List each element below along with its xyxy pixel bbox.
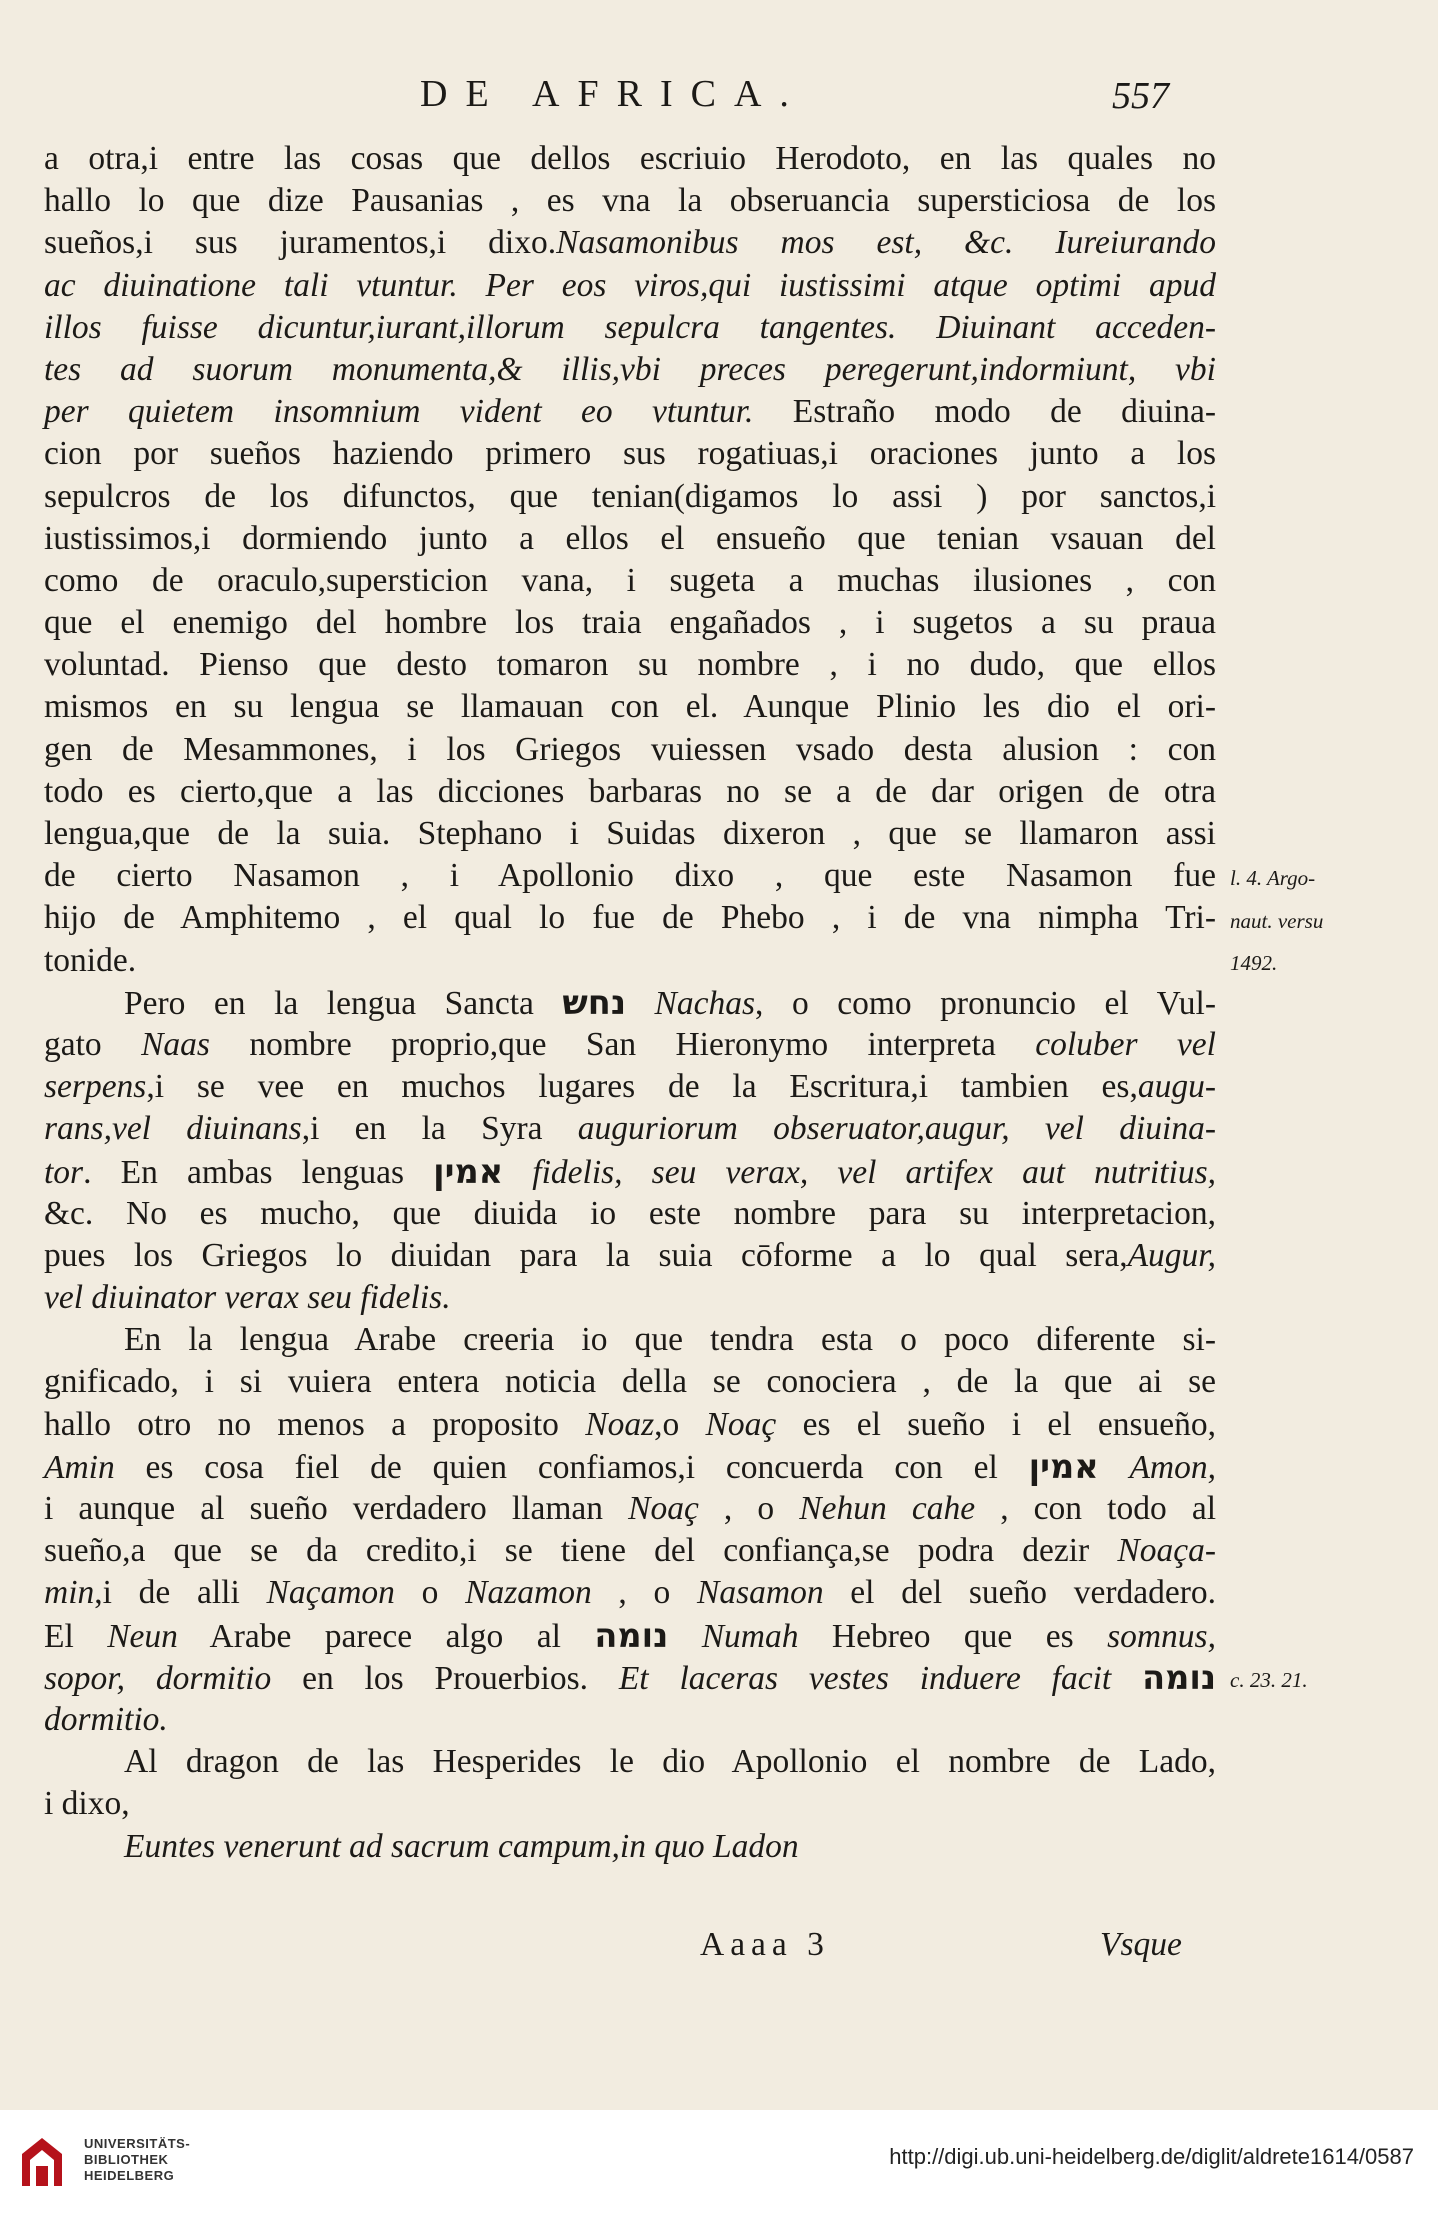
italic-text: coluber vel <box>1035 1025 1216 1063</box>
italic-text: illos fuisse dicuntur,iurant,illorum sepulcra tangentes. Diuinant acceden- <box>44 308 1216 346</box>
text-line <box>44 1446 1216 1488</box>
roman-text: Al dragon de las Hesperides le dio Apollonio el nombre de Lado, <box>124 1743 1216 1781</box>
text-line <box>44 1361 1216 1403</box>
italic-text: Nachas <box>654 984 756 1022</box>
margin-note: l. 4. Argo- <box>1230 866 1316 891</box>
text-line <box>44 982 1216 1024</box>
roman-text <box>668 1618 701 1655</box>
roman-text: a otra,i entre las cosas que dellos escriuio Herodoto, en las quales no <box>44 140 1216 177</box>
italic-text: Noaç <box>628 1490 699 1527</box>
signature-mark: Aaaa 3 <box>700 1926 830 1963</box>
text-line <box>44 940 1216 982</box>
italic-text: Amin <box>44 1448 115 1486</box>
roman-text: ,i se vee en muchos lugares de la Escritura,i tambien es, <box>146 1068 1138 1106</box>
text-line <box>44 1530 1216 1572</box>
text-line <box>44 686 1216 728</box>
roman-text: &c. No es mucho, que diuida io este nombre para su interpretacion, <box>44 1194 1216 1232</box>
roman-text: tonide. <box>44 941 137 979</box>
italic-text: per quietem insomnium vident eo vtuntur. <box>44 393 754 431</box>
roman-text: que el enemigo del hombre los traia engañados , i sugetos a su praua <box>44 604 1216 642</box>
text-line <box>44 1066 1216 1108</box>
italic-text: Neun <box>107 1617 178 1655</box>
hebrew-word: אמין <box>433 1151 504 1191</box>
text-line <box>44 1319 1216 1361</box>
roman-text: hallo lo que dize Pausanias , es vna la obseruancia supersticiosa de los <box>44 182 1216 220</box>
roman-text: , o <box>698 1490 800 1527</box>
text-line <box>44 1277 1216 1319</box>
italic-text: Augur, <box>1127 1236 1216 1274</box>
roman-text: de cierto Nasamon , i Apollonio dixo , que este Nasamon fue <box>44 857 1216 895</box>
roman-text: , o como pronuncio el Vul- <box>755 984 1217 1022</box>
text-line <box>44 602 1216 644</box>
roman-text: Pero en la lengua Sancta <box>124 984 563 1022</box>
roman-text: lengua,que de la suia. Stephano i Suidas dixeron , que se llamaron assi <box>44 815 1216 852</box>
text-line <box>44 433 1216 475</box>
page-header <box>0 72 1438 132</box>
text-line <box>44 1657 1216 1699</box>
text-line <box>44 1699 1216 1741</box>
text-line <box>44 222 1216 264</box>
text-line <box>44 1151 1216 1193</box>
roman-text: voluntad. Pienso que desto tomaron su nombre , i no dudo, que ellos <box>44 646 1216 684</box>
italic-text: Noaç <box>705 1405 777 1443</box>
text-line <box>44 1193 1216 1235</box>
italic-text: ac diuinatione tali vtuntur. Per eos viros,qui iustissimi atque optimi apud <box>44 266 1216 304</box>
hebrew-word: נומה <box>1142 1657 1216 1697</box>
text-line <box>44 476 1216 518</box>
roman-text: pues los Griegos lo diuidan para la suia cōforme a lo qual sera, <box>44 1236 1128 1274</box>
roman-text: mismos en su lengua se llamauan con el. Aunque Plinio les dio el ori- <box>44 688 1216 726</box>
roman-text <box>1099 1449 1130 1486</box>
roman-text: En la lengua Arabe creeria io que tendra esta o poco diferente si- <box>124 1321 1216 1359</box>
roman-text <box>1111 1660 1142 1697</box>
text-line <box>44 855 1216 897</box>
text-line <box>44 265 1216 307</box>
text-line <box>44 349 1216 391</box>
text-line <box>44 1488 1216 1530</box>
italic-text: Naas <box>141 1025 210 1063</box>
roman-text: Hebreo que es <box>798 1617 1108 1655</box>
italic-text: min <box>44 1574 95 1612</box>
roman-text: gnificado, i si vuiera entera noticia della se conociera , de la que ai se <box>44 1363 1216 1401</box>
italic-text: rans,vel diuinans <box>44 1110 302 1148</box>
italic-text: Nazamon <box>465 1574 592 1612</box>
italic-text: Et laceras vestes induere facit <box>618 1659 1112 1697</box>
text-line <box>44 1404 1216 1446</box>
institution-line: HEIDELBERG <box>84 2168 175 2183</box>
text-line <box>44 1783 1216 1825</box>
text-line <box>44 138 1216 180</box>
roman-text: ,o <box>654 1405 706 1443</box>
text-line <box>44 1615 1216 1657</box>
running-head: DE AFRICA. <box>420 73 807 115</box>
hebrew-word: נחש <box>562 982 627 1022</box>
roman-text: todo es cierto,que a las dicciones barbaras no se a de dar origen de otra <box>44 772 1216 810</box>
roman-text: sueños,i sus juramentos,i dixo. <box>44 224 557 262</box>
italic-text: augu- <box>1137 1068 1216 1106</box>
roman-text: como de oraculo,supersticion vana, i sugeta a muchas ilusiones , con <box>44 561 1216 599</box>
roman-text: Estraño modo de diuina- <box>753 393 1216 431</box>
text-line <box>44 644 1216 686</box>
text-line <box>44 518 1216 560</box>
roman-text: i aunque al sueño verdadero llaman <box>44 1490 629 1527</box>
roman-text: sepulcros de los difunctos, que tenian(digamos lo assi ) por sanctos,i <box>44 477 1216 515</box>
italic-text: Noaça- <box>1117 1532 1216 1570</box>
text-line <box>44 307 1216 349</box>
university-logo-icon <box>14 2132 70 2194</box>
roman-text: es el sueño i el ensueño, <box>776 1405 1217 1443</box>
roman-text: sueño,a que se da credito,i se tiene del confiança,se podra dezir <box>44 1532 1118 1570</box>
roman-text: el del sueño verdadero. <box>823 1574 1217 1612</box>
hebrew-word: נומה <box>594 1615 669 1655</box>
source-url-link[interactable]: http://digi.ub.uni-heidelberg.de/diglit/aldrete1614/0587 <box>889 2144 1414 2169</box>
margin-note: naut. versu <box>1230 908 1324 933</box>
roman-text: cion por sueños haziendo primero sus rogatiuas,i oraciones junto a los <box>44 435 1216 473</box>
italic-text: Numah <box>701 1617 799 1655</box>
institution-line: UNIVERSITÄTS- <box>84 2136 191 2151</box>
italic-text: auguriorum obseruator,augur, vel diuina- <box>577 1110 1216 1148</box>
text-line <box>44 391 1216 433</box>
italic-text: Amon, <box>1129 1448 1216 1486</box>
viewer-footer <box>0 2110 1438 2235</box>
italic-text: fidelis, seu verax, vel artifex aut nutritius, <box>532 1153 1216 1191</box>
roman-text: Arabe parece algo al <box>177 1617 595 1655</box>
roman-text <box>503 1154 532 1191</box>
text-line <box>44 1024 1216 1066</box>
institution-name <box>84 2136 190 2184</box>
roman-text: o <box>394 1574 466 1612</box>
italic-text: Nehun cahe <box>799 1490 976 1527</box>
italic-text: sopor, dormitio <box>44 1659 272 1697</box>
roman-text: hallo otro no menos a proposito <box>44 1405 586 1443</box>
text-line <box>44 1572 1216 1614</box>
institution-line: BIBLIOTHEK <box>84 2152 169 2167</box>
roman-text: es cosa fiel de quien confiamos,i concuerda con el <box>114 1448 1029 1486</box>
text-line <box>44 771 1216 813</box>
italic-text: dormitio. <box>44 1700 168 1738</box>
margin-note: 1492. <box>1230 950 1278 975</box>
italic-text: serpens <box>44 1068 147 1106</box>
roman-text: ,i de alli <box>94 1574 267 1612</box>
page-foot-row <box>0 1926 1438 1976</box>
roman-text: iustissimos,i dormiendo junto a ellos el ensueño que tenian vsauan del <box>44 519 1216 557</box>
text-line <box>44 560 1216 602</box>
text-line <box>44 729 1216 771</box>
roman-text: gato <box>44 1025 142 1063</box>
roman-text: ,i en la Syra <box>301 1110 578 1148</box>
roman-text: i dixo, <box>44 1785 130 1823</box>
italic-text: Nasamonibus mos est, &c. Iureiurando <box>556 224 1217 262</box>
italic-text: Nasamon <box>697 1574 824 1612</box>
roman-text: El <box>44 1617 108 1655</box>
page-number: 557 <box>1112 75 1169 117</box>
text-line <box>44 1741 1216 1783</box>
catchword: Vsque <box>1100 1926 1182 1963</box>
roman-text: gen de Mesammones, i los Griegos vuiessen vsado desta alusion : con <box>44 730 1216 768</box>
roman-text <box>626 985 655 1022</box>
text-line <box>44 897 1216 939</box>
italic-text: vel diuinator verax seu fidelis. <box>44 1279 451 1317</box>
body-text <box>44 138 1216 1868</box>
text-line <box>44 180 1216 222</box>
italic-text: tor <box>44 1153 84 1191</box>
text-line <box>44 1235 1216 1277</box>
text-line <box>44 813 1216 855</box>
italic-text: Noaz <box>585 1405 655 1443</box>
text-line <box>44 1826 1216 1868</box>
margin-note: c. 23. 21. <box>1230 1668 1308 1693</box>
text-line <box>44 1108 1216 1150</box>
italic-text: somnus, <box>1107 1617 1216 1655</box>
italic-text: tes ad suorum monumenta,& illis,vbi preces peregerunt,indormiunt, vbi <box>44 350 1216 388</box>
roman-text: , con todo al <box>975 1490 1216 1527</box>
roman-text: . En ambas lenguas <box>83 1153 434 1191</box>
roman-text: en los Prouerbios. <box>271 1659 619 1697</box>
italic-text: Euntes venerunt ad sacrum campum,in quo Ladon <box>124 1827 799 1865</box>
roman-text: nombre proprio,que San Hieronymo interpreta <box>209 1025 1036 1063</box>
hebrew-word: אמין <box>1028 1446 1099 1486</box>
roman-text: , o <box>591 1574 697 1612</box>
italic-text: Naçamon <box>266 1574 395 1612</box>
roman-text: hijo de Amphitemo , el qual lo fue de Phebo , i de vna nimpha Tri- <box>44 899 1216 937</box>
